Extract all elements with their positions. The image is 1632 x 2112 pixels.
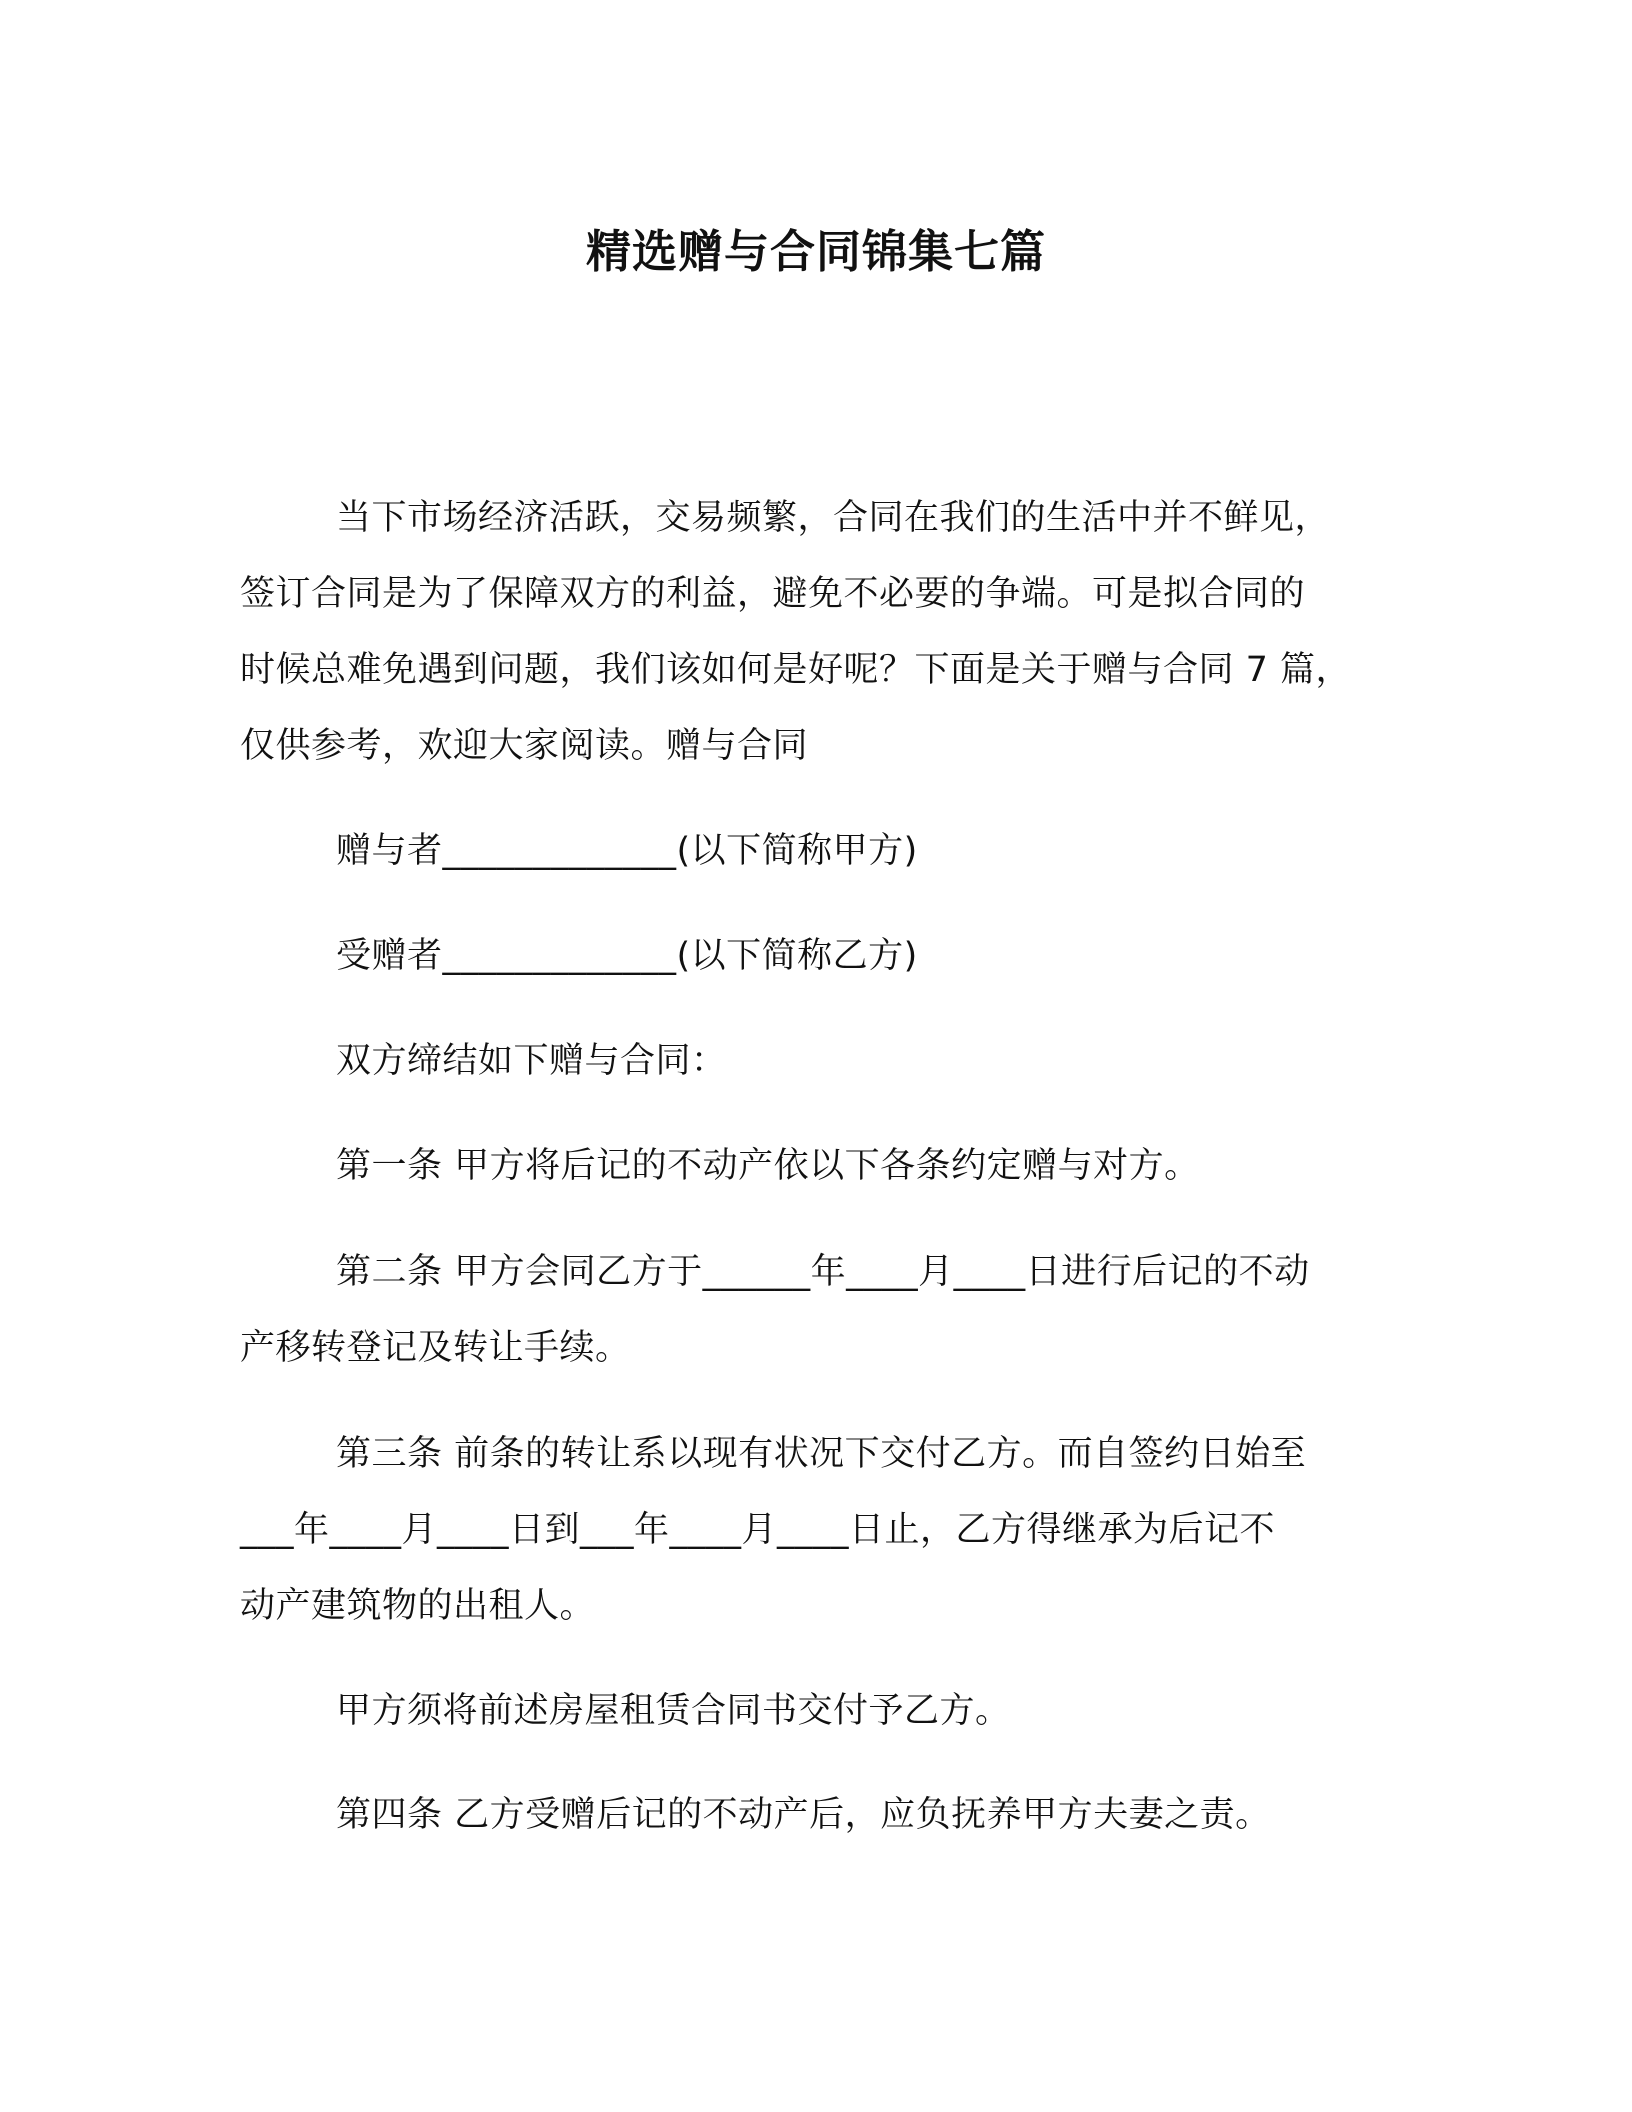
paragraph-line: ___年____月____日到___年____月____日止，乙方得继承为后记不 — [240, 1510, 1276, 1550]
document-title: 精选赠与合同锦集七篇 — [585, 225, 1046, 278]
paragraph-line: 动产建筑物的出租人。 — [240, 1586, 596, 1626]
paragraph-article-3 — [240, 1416, 1390, 1644]
paragraph-intro — [240, 480, 1390, 784]
paragraph-lease-delivery — [240, 1673, 1390, 1749]
paragraph-line: 第一条 甲方将后记的不动产依以下各条约定赠与对方。 — [336, 1146, 1200, 1186]
paragraph-line: 时候总难免遇到问题，我们该如何是好呢？下面是关于赠与合同 7 篇， — [240, 650, 1352, 690]
paragraph-line: 赠与者_____________(以下简称甲方) — [336, 831, 918, 871]
paragraph-line: 第三条 前条的转让系以现有状况下交付乙方。而自签约日始至 — [336, 1434, 1307, 1474]
paragraph-line: 甲方须将前述房屋租赁合同书交付予乙方。 — [336, 1691, 1011, 1731]
paragraph-line: 产移转登记及转让手续。 — [240, 1328, 631, 1368]
paragraph-line: 第二条 甲方会同乙方于______年____月____日进行后记的不动 — [336, 1252, 1310, 1292]
paragraph-agreement — [240, 1023, 1390, 1099]
paragraph-line: 受赠者_____________(以下简称乙方) — [336, 936, 918, 976]
paragraph-article-2 — [240, 1234, 1390, 1386]
paragraph-line: 仅供参考，欢迎大家阅读。赠与合同 — [240, 726, 809, 766]
paragraph-article-1 — [240, 1128, 1390, 1204]
paragraph-line: 双方缔结如下赠与合同： — [336, 1041, 727, 1081]
paragraph-line: 当下市场经济活跃，交易频繁，合同在我们的生活中并不鲜见， — [336, 498, 1331, 538]
paragraph-donee — [240, 918, 1390, 994]
paragraph-article-4 — [240, 1777, 1390, 1853]
paragraph-line: 签订合同是为了保障双方的利益，避免不必要的争端。可是拟合同的 — [240, 574, 1306, 614]
paragraph-donor — [240, 813, 1390, 889]
paragraph-line: 第四条 乙方受赠后记的不动产后，应负抚养甲方夫妻之责。 — [336, 1795, 1271, 1835]
